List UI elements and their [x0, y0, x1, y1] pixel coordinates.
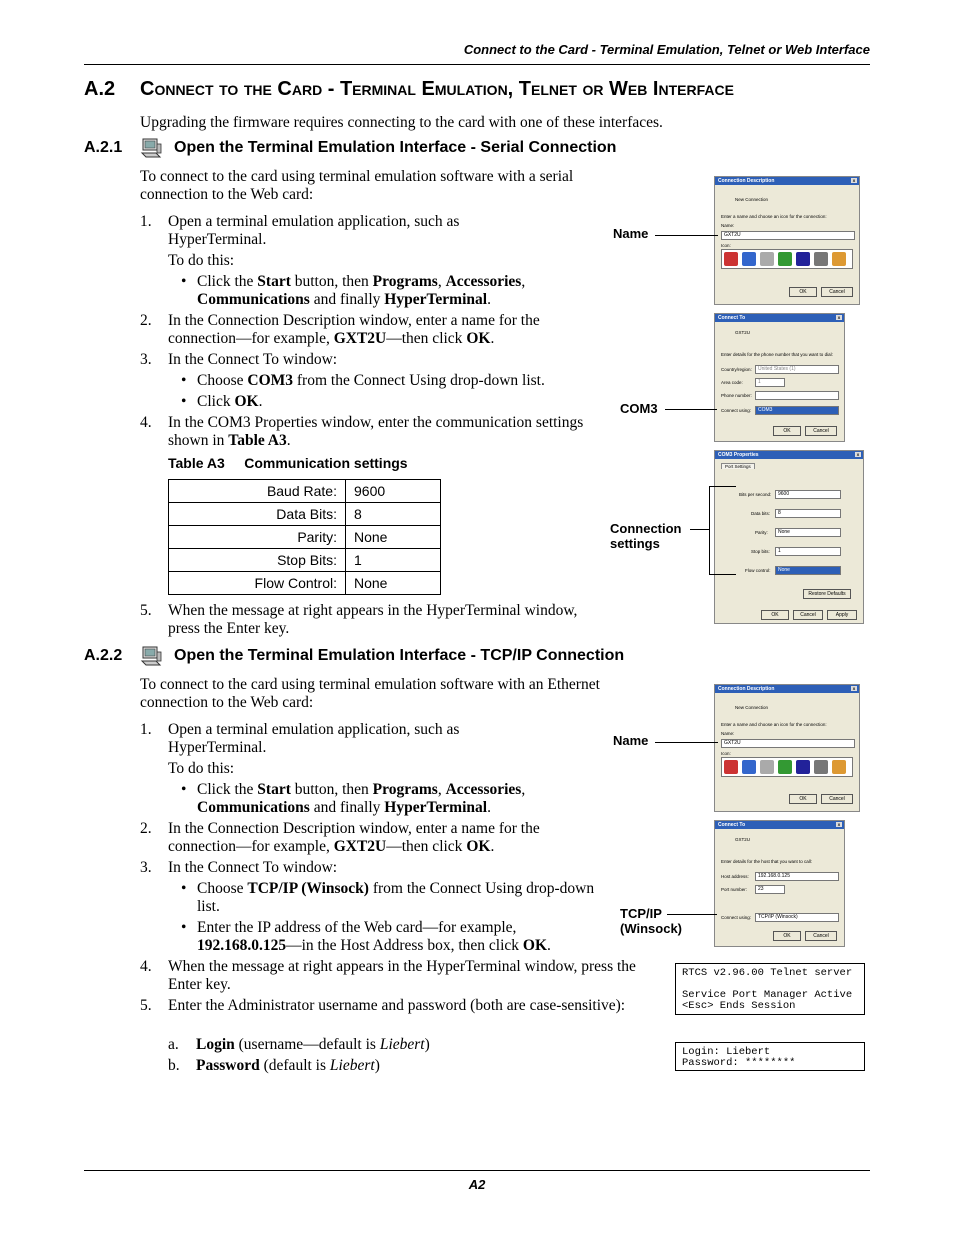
cancel-button[interactable]: Cancel	[821, 287, 853, 297]
callout-connection-settings: Connection settings	[610, 521, 682, 551]
table-row	[169, 572, 441, 595]
connection-description-window-1: Connection Description X New Connection Enter a name and choose an icon for the connection: Name: GXT2U Icon: OK Cancel	[714, 176, 860, 305]
section-number: A.2	[84, 78, 116, 100]
ok-button[interactable]: OK	[789, 287, 817, 297]
callout-leader	[690, 529, 710, 530]
callout-leader	[667, 914, 717, 915]
terminal-login-message: Login: Liebert Password: ********	[675, 1042, 865, 1071]
table-row	[169, 480, 441, 503]
section-intro: Upgrading the firmware requires connecting to the card with one of these interfaces.	[140, 114, 663, 131]
section-heading	[84, 78, 734, 101]
page-number: A2	[468, 1177, 486, 1192]
communication-settings-table	[168, 479, 441, 595]
subsection-heading-a22	[84, 644, 624, 668]
setting-value: 9600	[346, 480, 441, 503]
callout-bracket	[709, 486, 736, 575]
icon-strip	[721, 249, 853, 269]
table-row	[169, 526, 441, 549]
setting-value: None	[346, 526, 441, 549]
setting-name: Baud Rate:	[169, 480, 346, 503]
callout-name-1: Name	[613, 226, 649, 241]
computer-icon	[140, 136, 164, 160]
setting-value: None	[346, 572, 441, 595]
connect-to-window-serial: Connect To X GXT2U Enter details for the phone number that you want to dial: Country/region: United States (1) Area code: 1 Phone number: Connect using: COM3 OK Cancel	[714, 313, 845, 442]
callout-name-2: Name	[613, 733, 649, 748]
computer-icon	[140, 644, 164, 668]
table-row	[169, 549, 441, 572]
a21-intro: To connect to the card using terminal emulation software with a serial connection to the Web card:	[140, 168, 574, 203]
setting-name: Flow Control:	[169, 572, 346, 595]
footer-rule	[84, 1170, 870, 1171]
callout-tcpip: TCP/IP (Winsock)	[620, 906, 682, 936]
subsection-number: A.2.2	[84, 647, 123, 664]
terminal-telnet-message: RTCS v2.96.00 Telnet server Service Port Manager Active <Esc> Ends Session	[675, 963, 865, 1015]
table-caption: Table A3 Communication settings	[168, 455, 408, 471]
running-header: Connect to the Card - Terminal Emulation, Telnet or Web Interface	[463, 42, 870, 57]
subsection-title: Open the Terminal Emulation Interface - Serial Connection	[174, 139, 617, 156]
a22-todo: To do this:	[168, 760, 235, 777]
section-title: Connect to the Card - Terminal Emulation, Telnet or Web Interface	[140, 78, 734, 100]
icon-strip	[721, 757, 853, 777]
header-rule	[84, 64, 870, 65]
callout-com3: COM3	[620, 401, 658, 416]
connection-description-window-2: Connection Description X New Connection Enter a name and choose an icon for the connection: Name: GXT2U Icon: OK Cancel	[714, 684, 860, 812]
subsection-number: A.2.1	[84, 139, 123, 156]
setting-value: 8	[346, 503, 441, 526]
callout-leader	[665, 409, 717, 410]
setting-name: Parity:	[169, 526, 346, 549]
callout-leader	[655, 742, 718, 743]
table-row	[169, 503, 441, 526]
subsection-heading-a21	[84, 136, 616, 160]
com3-properties-window: COM3 Properties X Port Settings Bits per second: 9600 Data bits: 8 Parity: None Stop bits: 1 Flow control: None Restore Defaults OK Cancel Apply	[714, 450, 864, 624]
setting-name: Stop Bits:	[169, 549, 346, 572]
a22-intro: To connect to the card using terminal emulation software with an Ethernet connection to the Web card:	[140, 676, 600, 711]
callout-leader	[655, 235, 718, 236]
subsection-title: Open the Terminal Emulation Interface - TCP/IP Connection	[174, 647, 625, 664]
setting-name: Data Bits:	[169, 503, 346, 526]
connect-to-window-tcpip: Connect To X GXT2U Enter details for the host that you want to call: Host address: 192.168.0.125 Port number: 23 Connect using: TCP/IP (Winsock) OK Cancel	[714, 820, 845, 947]
a21-todo: To do this:	[168, 252, 235, 269]
setting-value: 1	[346, 549, 441, 572]
